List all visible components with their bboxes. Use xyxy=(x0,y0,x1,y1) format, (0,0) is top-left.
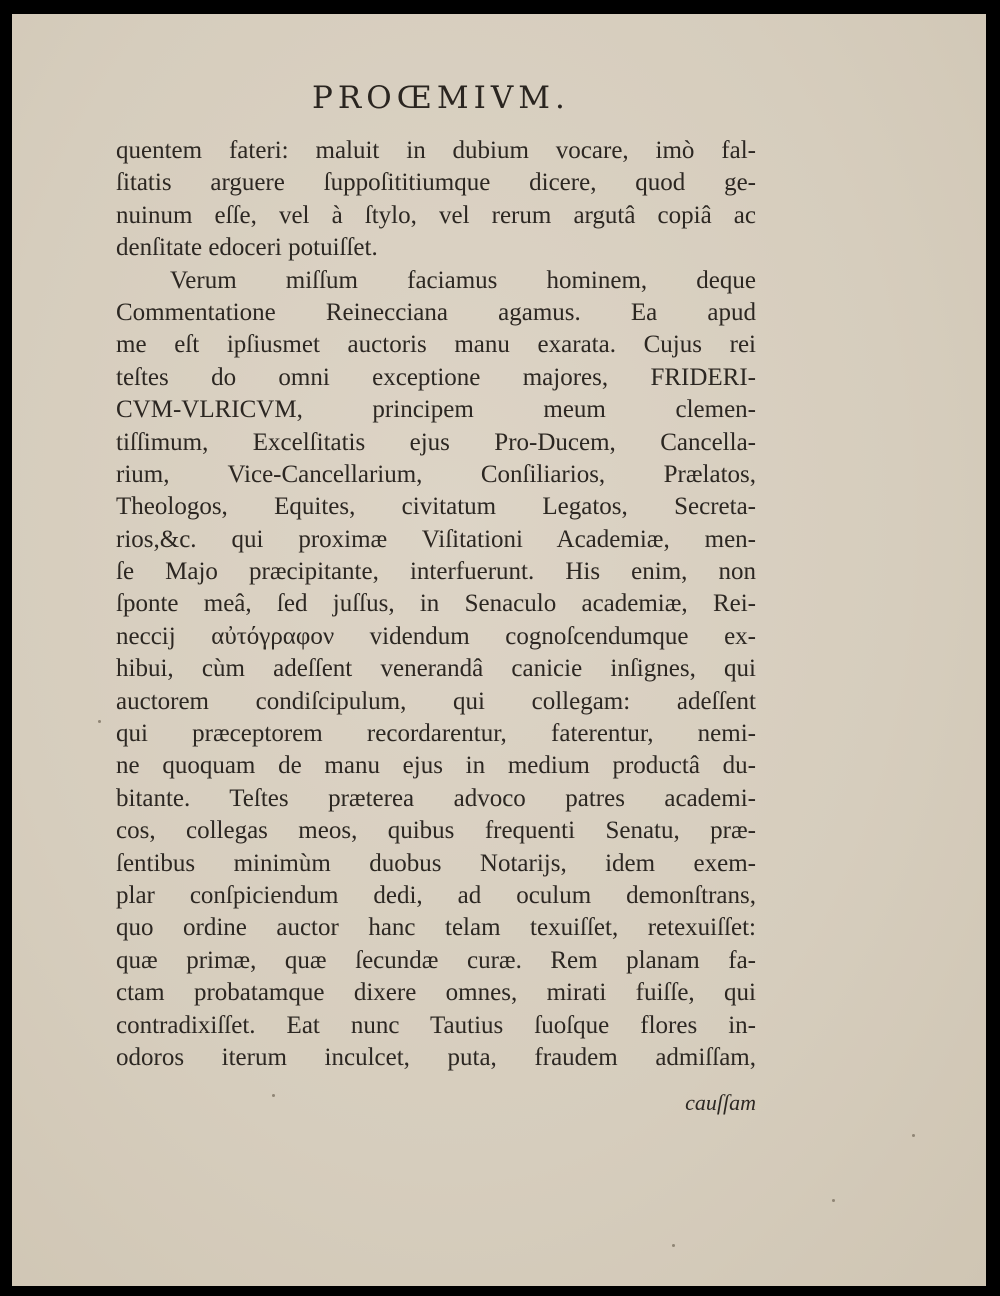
text-line: bitante. Teſtes præterea advoco patres academi- xyxy=(116,784,756,812)
text-line: tiſſimum, Excelſitatis ejus Pro-Ducem, Cancella- xyxy=(116,428,756,456)
text-line: Verum miſſum faciamus hominem, deque xyxy=(170,266,756,294)
paper-speck xyxy=(272,1094,275,1097)
text-line: rium, Vice-Cancellarium, Conſiliarios, Prælatos, xyxy=(116,460,756,488)
catchword: cauſſam xyxy=(685,1090,756,1115)
text-line: ſitatis arguere ſuppoſititiumque dicere, quod ge- xyxy=(116,169,756,197)
text-line: ctam probatamque dixere omnes, mirati fuiſſe, qui xyxy=(116,979,756,1007)
running-head: PROŒMIVM. xyxy=(312,80,570,116)
text-line: quo ordine auctor hanc telam texuiſſet, retexuiſſet: xyxy=(116,914,756,942)
paper-speck xyxy=(672,1244,675,1247)
text-line: nuinum eſſe, vel à ſtylo, vel rerum argutâ copiâ ac xyxy=(116,201,756,229)
text-line: ſponte meâ, ſed juſſus, in Senaculo academiæ, Rei- xyxy=(116,590,756,618)
text-line: hibui, cùm adeſſent venerandâ canicie inſignes, qui xyxy=(116,655,756,683)
book-page xyxy=(12,14,986,1286)
text-line: qui præceptorem recordarentur, faterentur, nemi- xyxy=(116,720,756,748)
text-line: denſitate edoceri potuiſſet. xyxy=(116,234,378,262)
text-line: CVM-VLRICVM, principem meum clemen- xyxy=(116,396,756,424)
text-line: contradixiſſet. Eat nunc Tautius ſuoſque flores in- xyxy=(116,1011,756,1039)
text-line: odoros iterum inculcet, puta, fraudem admiſſam, xyxy=(116,1043,756,1071)
text-line: cos, collegas meos, quibus frequenti Senatu, præ- xyxy=(116,817,756,845)
text-line: me eſt ipſiusmet auctoris manu exarata. Cujus rei xyxy=(116,331,756,359)
text-line: quentem fateri: maluit in dubium vocare, imò fal- xyxy=(116,137,756,164)
text-line: ſentibus minimùm duobus Notarijs, idem exem- xyxy=(116,849,756,877)
text-line: ne quoquam de manu ejus in medium productâ du- xyxy=(116,752,756,780)
text-line: plar conſpiciendum dedi, ad oculum demonſtrans, xyxy=(116,881,756,909)
paper-speck xyxy=(98,720,101,723)
text-line: quæ primæ, quæ ſecundæ curæ. Rem planam fa- xyxy=(116,946,756,974)
paper-speck xyxy=(832,1199,835,1202)
text-line: teſtes do omni exceptione majores, FRIDERI- xyxy=(116,363,756,391)
text-line: neccij αὐτόγραφον videndum cognoſcendumque ex- xyxy=(116,622,756,650)
text-line: auctorem condiſcipulum, qui collegam: adeſſent xyxy=(116,687,756,715)
text-line: Theologos, Equites, civitatum Legatos, Secreta- xyxy=(116,493,756,521)
paper-speck xyxy=(912,1134,915,1137)
text-line: rios,&c. qui proximæ Viſitationi Academiæ, men- xyxy=(116,525,756,553)
text-block xyxy=(116,135,756,1074)
text-line: Commentatione Reinecciana agamus. Ea apud xyxy=(116,298,756,326)
text-line: ſe Majo præcipitante, interfuerunt. His enim, non xyxy=(116,558,756,586)
